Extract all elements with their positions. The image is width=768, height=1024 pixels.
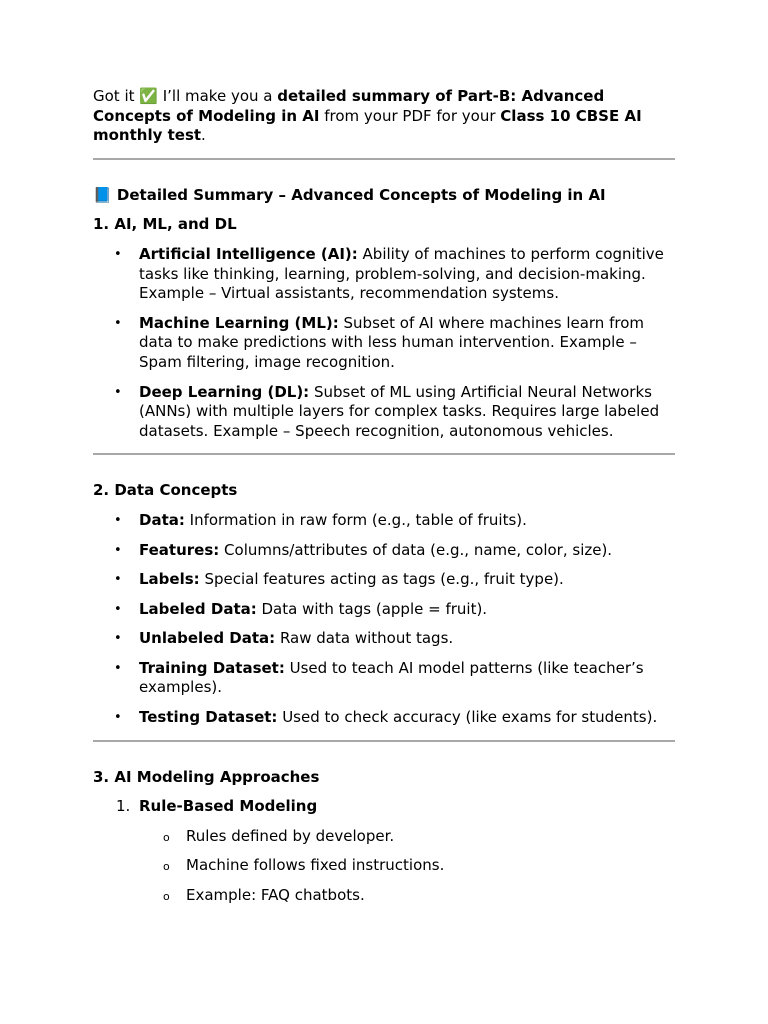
item-term: Features: [139,540,220,559]
summary-title: 📘 Detailed Summary – Advanced Concepts of Modeling in AI [93,185,606,204]
item-desc: Subset of ML using Artificial Neural Networks (ANNs) with multiple layers for complex tasks. Requires large labeled datasets. Example – Speech recognition, autonomous vehicles. [139,382,660,440]
list-item [139,629,675,649]
ai-ml-dl-list [93,245,675,441]
item-desc: Used to check accuracy (like exams for students). [277,708,658,727]
item-term: Machine Learning (ML): [139,313,339,332]
list-item [139,570,675,590]
item-desc: Columns/attributes of data (e.g., name, color, size). [219,540,613,559]
section-heading-modeling: 3. AI Modeling Approaches [93,767,320,786]
approach-points [139,827,675,906]
intro-text-1: Got it ✅ I’ll make you a [93,87,278,105]
item-term: Labeled Data: [139,599,257,618]
section-heading-ai-ml-dl: 1. AI, ML, and DL [93,215,237,234]
item-term: Training Dataset: [139,658,285,677]
divider-3 [93,740,675,742]
list-item [139,600,675,620]
intro-text-3: . [201,126,206,145]
item-term: Labels: [139,570,200,589]
intro-bold-1: detailed summary of Part-B: Advanced Concepts of Modeling in AI [93,87,605,125]
list-item [139,383,675,442]
divider-1 [93,158,675,160]
item-term: Deep Learning (DL): [139,382,310,401]
document-content [93,87,675,916]
list-item [139,659,675,698]
sub-list-item: o Rules defined by developer. [186,827,675,847]
item-desc: Special features acting as tags (e.g., fruit type). [199,570,564,589]
intro-paragraph [93,87,675,146]
sub-list-item: o Machine follows fixed instructions. [186,856,675,876]
data-concepts-list [93,511,675,728]
item-term: Unlabeled Data: [139,629,276,648]
item-term: Data: [139,510,185,529]
approach-item [116,797,675,905]
list-item [139,511,675,531]
item-desc: Used to teach AI model patterns (like teacher’s examples). [139,658,644,697]
item-desc: Information in raw form (e.g., table of fruits). [184,510,527,529]
item-term: Artificial Intelligence (AI): [139,244,358,263]
list-item [139,245,675,304]
intro-text-2: from your PDF for your [319,106,501,125]
intro-bold-2: Class 10 CBSE AI monthly test [93,106,642,145]
list-item [139,708,675,728]
item-desc: Data with tags (apple = fruit). [256,599,488,618]
approach-number: 1. [116,797,131,816]
approach-title: Rule-Based Modeling [139,797,318,816]
item-desc: Subset of AI where machines learn from data to make predictions with less human intervention. Example – Spam filtering, image recognition. [139,313,644,371]
list-item [139,314,675,373]
item-desc: Ability of machines to perform cognitive tasks like thinking, learning, problem-solving, and decision-making. Example – Virtual assistants, recommendation systems. [139,244,664,303]
section-heading-data-concepts: 2. Data Concepts [93,481,238,500]
list-item [139,541,675,561]
item-desc: Raw data without tags. [275,629,454,648]
sub-list-item: o Example: FAQ chatbots. [186,886,675,906]
item-term: Testing Dataset: [139,708,278,727]
modeling-approaches-list [93,797,675,905]
divider-2 [93,453,675,455]
